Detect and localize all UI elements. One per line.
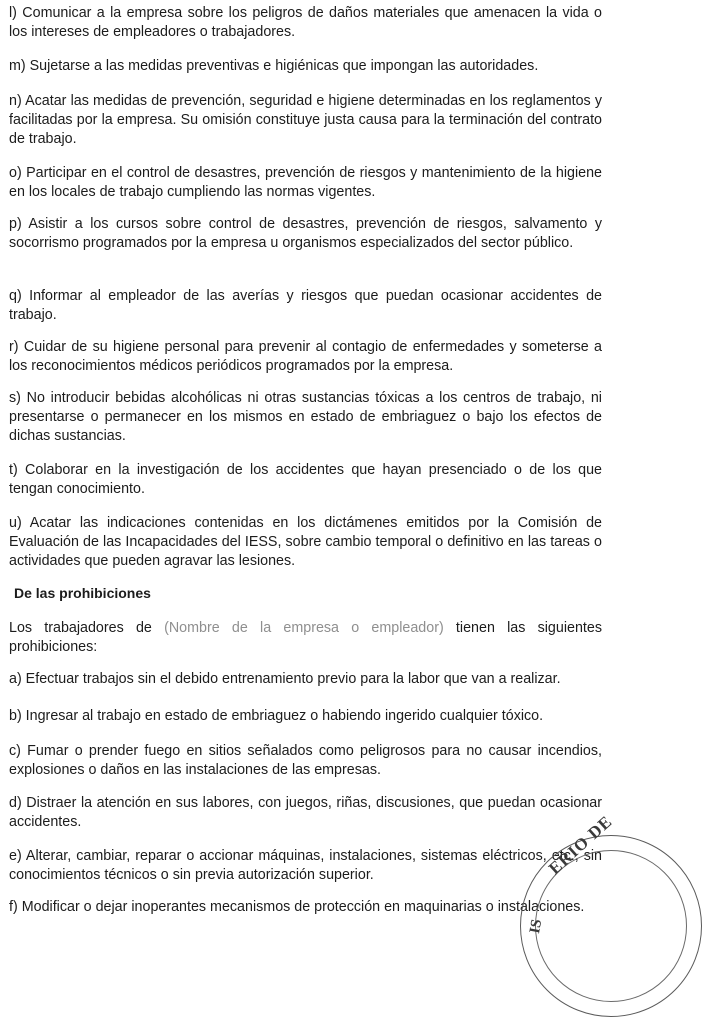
prohibition-item-d: d) Distraer la atención en sus labores, con juegos, riñas, discusiones, que puedan ocasionar accidentes. xyxy=(9,795,602,830)
official-seal-text-top: ERIO DE xyxy=(545,811,616,879)
obligation-item-m: m) Sujetarse a las medidas preventivas e higiénicas que impongan las autoridades. xyxy=(9,58,539,74)
obligation-item-p: p) Asistir a los cursos sobre control de desastres, prevención de riesgos, salvamento y socorrismo programados por la empresa u organismos especializados del sector público. xyxy=(9,216,602,251)
obligation-item-u: u) Acatar las indicaciones contenidas en los dictámenes emitidos por la Comisión de Evaluación de las Incapacidades del IESS, sobre cambio temporal o definitivo en las tareas o actividades que pueden agravar las lesiones. xyxy=(9,515,602,569)
prohibition-item-c: c) Fumar o prender fuego en sitios señalados como peligrosos para no causar incendios, explosiones o daños en las instalaciones de las empresas. xyxy=(9,743,602,778)
prohibition-item-e: e) Alterar, cambiar, reparar o accionar máquinas, instalaciones, sistemas eléctricos, etc., sin conocimientos técnicos o sin previa autorización superior. xyxy=(9,848,602,883)
prohibition-item-b: b) Ingresar al trabajo en estado de embriaguez o habiendo ingerido cualquier tóxico. xyxy=(9,708,544,724)
prohibitions-intro xyxy=(9,619,602,657)
obligation-item-n: n) Acatar las medidas de prevención, seguridad e higiene determinadas en los reglamentos y facilitadas por la empresa. Su omisión constituye justa causa para la terminación del contrato de trabajo. xyxy=(9,93,602,147)
section-heading-prohibitions: De las prohibiciones xyxy=(14,585,151,601)
obligation-item-t: t) Colaborar en la investigación de los accidentes que hayan presenciado o de los que tengan conocimiento. xyxy=(9,462,602,497)
obligation-item-r: r) Cuidar de su higiene personal para prevenir al contagio de enfermedades y someterse a los reconocimientos médicos periódicos programados por la empresa. xyxy=(9,339,602,374)
prohibition-item-f: f) Modificar o dejar inoperantes mecanismos de protección en maquinarias o instalaciones. xyxy=(9,899,585,915)
prohibitions-intro-after: tienen las siguientes prohibiciones: xyxy=(9,620,602,655)
obligation-item-l: l) Comunicar a la empresa sobre los peligros de daños materiales que amenacen la vida o los intereses de empleadores o trabajadores. xyxy=(9,5,602,40)
official-seal-text-side: IS xyxy=(527,918,546,935)
prohibitions-intro-before: Los trabajadores de xyxy=(9,620,165,636)
obligation-item-s: s) No introducir bebidas alcohólicas ni otras sustancias tóxicas a los centros de trabajo, ni presentarse o permanecer en los mismos en estado de embriaguez o bajo los efectos de dichas sustancias. xyxy=(9,390,602,444)
company-name-placeholder: (Nombre de la empresa o empleador) xyxy=(164,620,444,636)
obligation-item-o: o) Participar en el control de desastres, prevención de riesgos y mantenimiento de la higiene en los locales de trabajo cumpliendo las normas vigentes. xyxy=(9,165,602,200)
prohibition-item-a: a) Efectuar trabajos sin el debido entrenamiento previo para la labor que van a realizar. xyxy=(9,671,561,687)
obligation-item-q: q) Informar al empleador de las averías y riesgos que puedan ocasionar accidentes de trabajo. xyxy=(9,288,602,323)
